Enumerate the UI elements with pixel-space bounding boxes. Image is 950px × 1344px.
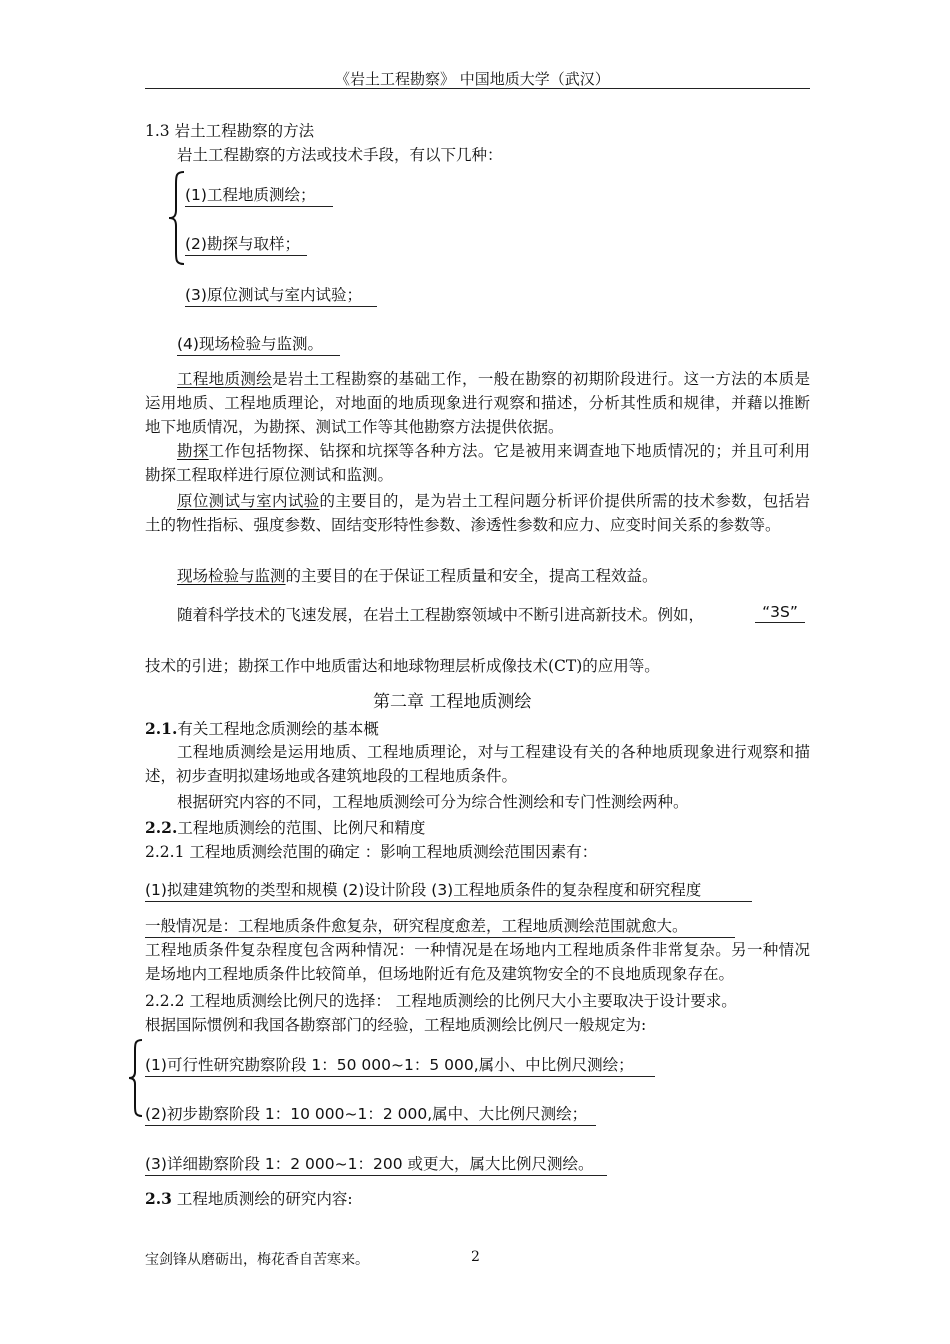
scale-item: (1)可行性研究勘察阶段 1：50 000~1：5 000,属小、中比例尺测绘； bbox=[145, 1053, 655, 1077]
section-title: 有关工程地念质测绘的基本概 bbox=[177, 720, 379, 738]
paragraph: 工程地质测绘是运用地质、工程地质理论，对与工程建设有关的各种地质现象进行观察和描述，初步查明拟建场地或各建筑地段的工程地质条件。 bbox=[145, 743, 810, 785]
paragraph: 根据研究内容的不同，工程地质测绘可分为综合性测绘和专门性测绘两种。 bbox=[177, 793, 689, 811]
paragraph-text: 随着科学技术的飞速发展，在岩土工程勘察领域中不断引进高新技术。例如， bbox=[177, 606, 705, 624]
section-heading bbox=[145, 1187, 353, 1209]
term: 工程地质测绘 bbox=[177, 370, 272, 388]
section-heading bbox=[145, 816, 425, 838]
term: 原位测试与室内试验 bbox=[177, 492, 320, 510]
paragraph-text: 技术的引进；勘探工作中地质雷达和地球物理层析成像技术(CT)的应用等。 bbox=[145, 657, 660, 675]
paragraph bbox=[145, 564, 810, 588]
section-title: 工程地质测绘的范围、比例尺和精度 bbox=[177, 819, 426, 837]
section-heading: 1.3 岩土工程勘察的方法 bbox=[145, 122, 315, 140]
header-divider bbox=[145, 88, 810, 89]
subsection-heading: 2.2.2 工程地质测绘比例尺的选择： 工程地质测绘的比例尺大小主要取决于设计要求。 bbox=[145, 992, 737, 1010]
left-brace-icon bbox=[168, 170, 186, 266]
list-item: (4)现场检验与监测。 bbox=[177, 332, 340, 356]
paragraph: 根据国际惯例和我国各勘察部门的经验，工程地质测绘比例尺一般规定为: bbox=[145, 1016, 647, 1034]
list-item: (3)原位测试与室内试验； bbox=[185, 283, 377, 307]
scale-item: (2)初步勘察阶段 1：10 000~1：2 000,属中、大比例尺测绘； bbox=[145, 1102, 596, 1126]
subsection-heading: 2.2.1 工程地质测绘范围的确定 ：影响工程地质测绘范围因素有： bbox=[145, 843, 598, 861]
left-brace-icon bbox=[128, 1038, 144, 1118]
list-item: (1)工程地质测绘； bbox=[185, 183, 333, 207]
paragraph-text: 的主要目的，是为岩土工程问题分析评价提供所需的技术参数，包括岩土的物性指标、强度参数、固结变形特性参数、渗透性参数和应力、应变时间关系的参数等。 bbox=[145, 492, 810, 534]
factor-list bbox=[145, 878, 752, 902]
paragraph bbox=[145, 489, 810, 537]
list-item: (2)勘探与取样； bbox=[185, 232, 307, 256]
paragraph-text: 是岩土工程勘察的基础工作，一般在勘察的初期阶段进行。这一方法的本质是运用地质、工程地质理论，对地面的地质现象进行观察和描述，分析其性质和规律，并藉以推断地下地质情况，为勘探、测试工作等其他勘察方法提供依据。 bbox=[145, 370, 810, 436]
general-statement: 一般情况是：工程地质条件愈复杂，研究程度愈差，工程地质测绘范围就愈大。 bbox=[145, 914, 735, 938]
footer-motto: 宝剑锋从磨砺出，梅花香自苦寒来。 bbox=[145, 1252, 369, 1268]
paragraph-text: 的主要目的在于保证工程质量和安全，提高工程效益。 bbox=[285, 567, 658, 585]
paragraph-text: 工作包括物探、钻探和坑探等各种方法。它是被用来调查地下地质情况的；并且可利用勘探工程取样进行原位测试和监测。 bbox=[145, 442, 810, 484]
section-heading bbox=[145, 717, 379, 739]
section-number: 2.2. bbox=[145, 818, 178, 837]
section-intro: 岩土工程勘察的方法或技术手段，有以下几种： bbox=[177, 146, 503, 164]
term: “3S” bbox=[755, 603, 805, 623]
section-title: 工程地质测绘的研究内容: bbox=[171, 1190, 353, 1208]
page-header-title: 《岩土工程勘察》 中国地质大学（武汉） bbox=[335, 70, 610, 88]
section-number: 2.3 bbox=[145, 1189, 172, 1208]
term: 现场检验与监测 bbox=[177, 567, 286, 585]
paragraph bbox=[145, 367, 810, 439]
factor-text: (1)拟建建筑物的类型和规模 (2)设计阶段 (3)工程地质条件的复杂程度和研究程度 bbox=[145, 881, 702, 899]
chapter-title: 第二章 工程地质测绘 bbox=[373, 692, 532, 712]
paragraph bbox=[145, 439, 810, 487]
term: 勘探 bbox=[177, 442, 209, 460]
section-number: 2.1. bbox=[145, 719, 178, 738]
paragraph: 工程地质条件复杂程度包含两种情况：一种情况是在场地内工程地质条件非常复杂。另一种情况是场地内工程地质条件比较简单，但场地附近有危及建筑物安全的不良地质现象存在。 bbox=[145, 941, 810, 983]
page-number: 2 bbox=[471, 1249, 480, 1265]
scale-item: (3)详细勘察阶段 1：2 000~1：200 或更大，属大比例尺测绘。 bbox=[145, 1152, 607, 1176]
